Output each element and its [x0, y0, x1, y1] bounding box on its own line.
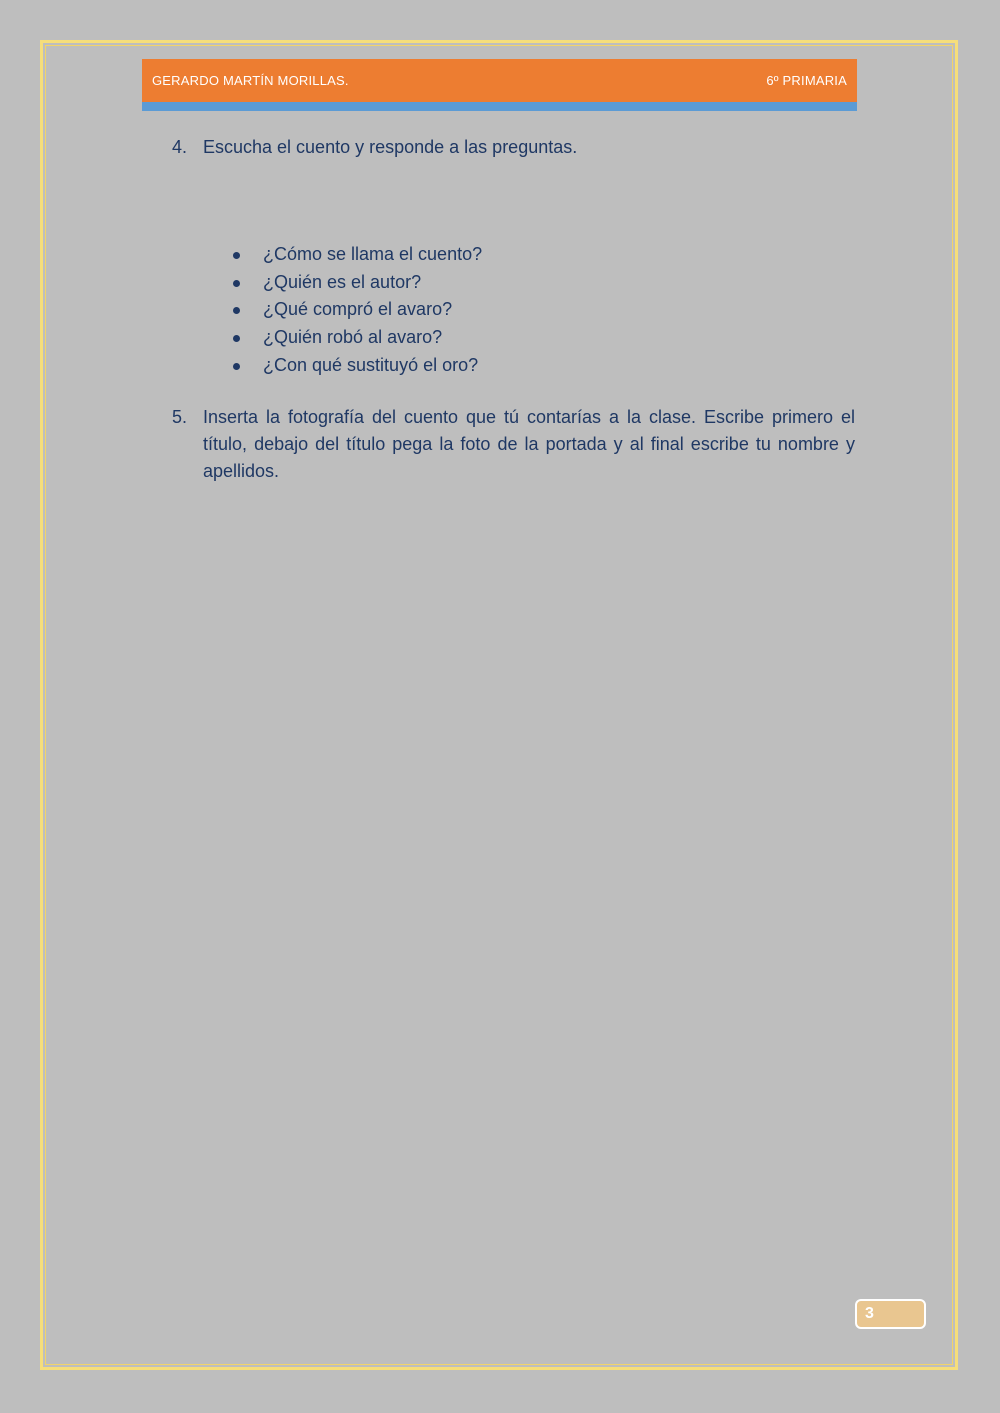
exercise-5-instruction: Inserta la fotografía del cuento que tú contarías a la clase. Escribe primero el título, debajo del título pega la foto de la portada y al final escribe tu nombre y apellidos.	[203, 407, 855, 482]
bullet-icon	[233, 335, 240, 342]
header-author: GERARDO MARTÍN MORILLAS.	[152, 73, 349, 88]
list-item	[172, 241, 855, 269]
bullet-icon	[233, 307, 240, 314]
exercise-4-instruction: Escucha el cuento y responde a las preguntas.	[203, 137, 578, 157]
worksheet-content	[172, 134, 855, 485]
exercise-4-number: 4.	[172, 137, 188, 157]
exercise-5	[172, 404, 855, 485]
bullet-icon	[233, 252, 240, 259]
header-grade: 6º PRIMARIA	[766, 73, 847, 88]
question-text: ¿Con qué sustituyó el oro?	[263, 354, 479, 375]
header-accent-stripe	[142, 102, 857, 111]
list-item	[172, 324, 855, 352]
exercise-5-number: 5.	[172, 407, 188, 428]
question-text: ¿Cómo se llama el cuento?	[263, 244, 483, 264]
page-header	[142, 59, 857, 102]
bullet-icon	[233, 280, 240, 287]
list-item	[172, 352, 855, 380]
list-item	[172, 296, 855, 324]
question-text: ¿Quién es el autor?	[263, 271, 422, 292]
list-item	[172, 269, 855, 297]
question-list	[172, 241, 855, 379]
question-text: ¿Quién robó al avaro?	[263, 327, 443, 348]
exercise-4	[172, 134, 855, 161]
bullet-icon	[233, 363, 240, 370]
question-text: ¿Qué compró el avaro?	[263, 299, 453, 320]
page-number-badge: 3	[855, 1299, 926, 1329]
